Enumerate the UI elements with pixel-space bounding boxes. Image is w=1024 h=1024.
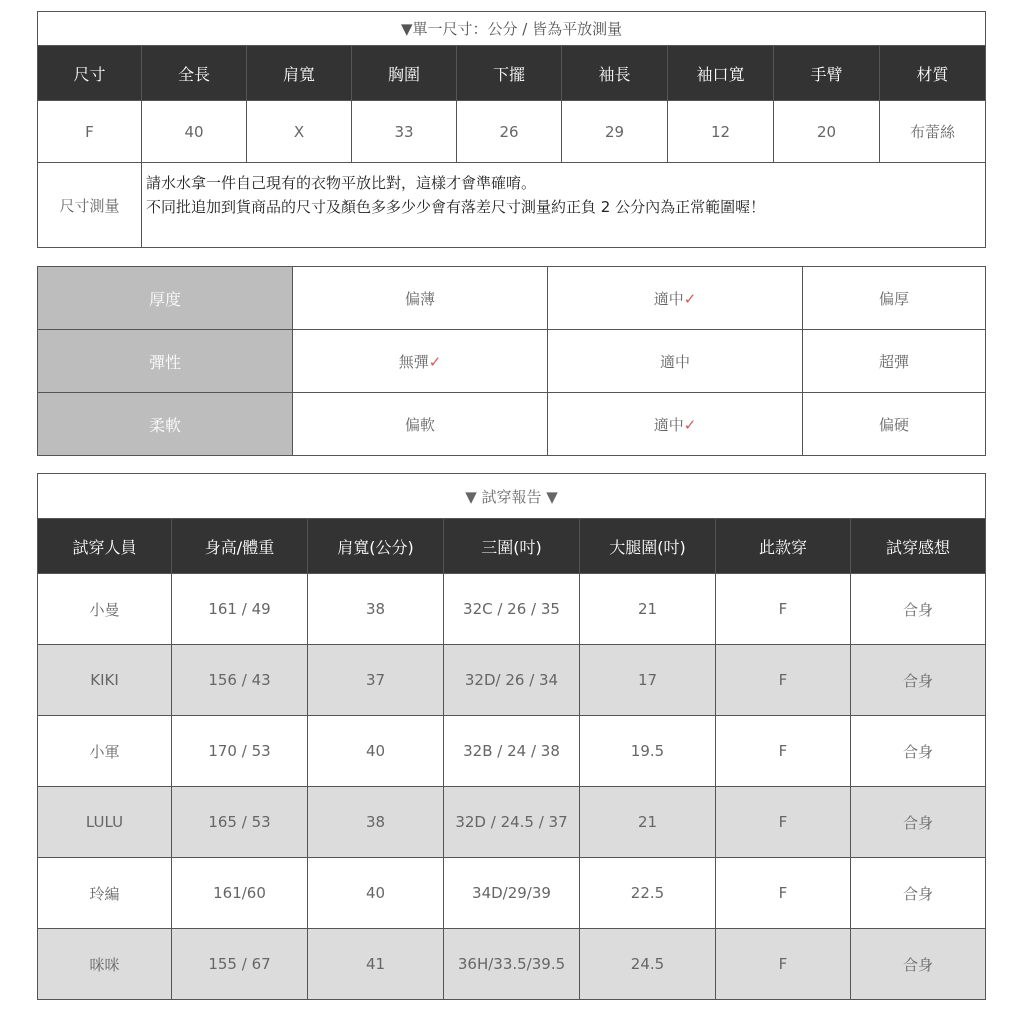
table-cell: 161 / 49 — [172, 574, 308, 645]
table-row — [38, 645, 986, 716]
size-header-cell: 袖長 — [562, 46, 668, 101]
texture-option — [293, 393, 548, 456]
texture-option-text: 適中 — [659, 352, 690, 371]
table-cell: 41 — [308, 929, 444, 1000]
table-cell: LULU — [38, 787, 172, 858]
table-cell: 合身 — [851, 787, 986, 858]
texture-option-text: 偏薄 — [404, 289, 435, 308]
size-value-cell: F — [38, 101, 142, 163]
table-row — [38, 929, 986, 1000]
table-row — [38, 858, 986, 929]
table-cell: 合身 — [851, 716, 986, 787]
texture-option — [803, 330, 986, 393]
table-cell: 40 — [308, 716, 444, 787]
table-cell: 32D/ 26 / 34 — [444, 645, 580, 716]
table-cell: F — [716, 787, 851, 858]
table-cell: 21 — [580, 787, 716, 858]
texture-option — [548, 330, 803, 393]
size-note-line: 請水水拿一件自己現有的衣物平放比對，這樣才會準確唷。 — [146, 174, 537, 192]
table-cell: 22.5 — [580, 858, 716, 929]
texture-option — [293, 267, 548, 330]
table-cell: 36H/33.5/39.5 — [444, 929, 580, 1000]
table-cell: 156 / 43 — [172, 645, 308, 716]
fit-header-cell: 試穿感想 — [851, 519, 986, 574]
fit-header-row — [38, 519, 986, 574]
table-cell: 40 — [308, 858, 444, 929]
table-cell: 合身 — [851, 645, 986, 716]
size-note-row — [38, 163, 986, 248]
table-cell: 165 / 53 — [172, 787, 308, 858]
texture-label: 厚度 — [38, 267, 293, 330]
size-header-cell: 胸圍 — [352, 46, 457, 101]
table-cell: F — [716, 858, 851, 929]
size-value-cell: 29 — [562, 101, 668, 163]
check-icon: ✓ — [683, 289, 697, 308]
texture-option-text: 偏厚 — [878, 289, 909, 308]
size-value-cell: 布蕾絲 — [880, 101, 986, 163]
table-cell: 21 — [580, 574, 716, 645]
table-cell: F — [716, 929, 851, 1000]
table-row — [38, 574, 986, 645]
table-cell: F — [716, 645, 851, 716]
fit-header-cell: 此款穿 — [716, 519, 851, 574]
fit-report-table — [37, 473, 986, 1000]
texture-row-thickness — [38, 267, 986, 330]
texture-option — [548, 267, 803, 330]
table-cell: 32B / 24 / 38 — [444, 716, 580, 787]
fit-header-cell: 大腿圍(吋) — [580, 519, 716, 574]
size-header-cell: 材質 — [880, 46, 986, 101]
table-cell: F — [716, 716, 851, 787]
table-row — [38, 787, 986, 858]
texture-option-text: 超彈 — [878, 352, 909, 371]
texture-option-text: 偏軟 — [404, 415, 435, 434]
table-cell: 161/60 — [172, 858, 308, 929]
size-note-label: 尺寸測量 — [38, 163, 142, 248]
table-cell: 24.5 — [580, 929, 716, 1000]
table-cell: 155 / 67 — [172, 929, 308, 1000]
size-value-cell: 12 — [668, 101, 774, 163]
table-cell: 38 — [308, 787, 444, 858]
table-row — [38, 716, 986, 787]
table-cell: 合身 — [851, 929, 986, 1000]
size-header-cell: 手臂 — [774, 46, 880, 101]
size-value-row — [38, 101, 986, 163]
texture-option — [803, 267, 986, 330]
size-value-cell: 33 — [352, 101, 457, 163]
table-cell: 32D / 24.5 / 37 — [444, 787, 580, 858]
table-cell: 合身 — [851, 858, 986, 929]
size-table-caption: ▼單一尺寸：公分 / 皆為平放測量 — [38, 12, 986, 46]
size-header-cell: 全長 — [142, 46, 247, 101]
size-header-cell: 下擺 — [457, 46, 562, 101]
size-note-line: 不同批追加到貨商品的尺寸及顏色多多少少會有落差尺寸測量約正負 2 公分內為正常範圍喔！ — [146, 198, 766, 216]
table-cell: 34D/29/39 — [444, 858, 580, 929]
table-cell: 170 / 53 — [172, 716, 308, 787]
texture-option — [803, 393, 986, 456]
table-cell: 小曼 — [38, 574, 172, 645]
size-value-cell: 40 — [142, 101, 247, 163]
texture-row-elasticity — [38, 330, 986, 393]
size-header-cell: 袖口寬 — [668, 46, 774, 101]
size-note — [142, 163, 986, 248]
table-cell: 小軍 — [38, 716, 172, 787]
fit-header-cell: 三圍(吋) — [444, 519, 580, 574]
size-header-cell: 尺寸 — [38, 46, 142, 101]
table-cell: 38 — [308, 574, 444, 645]
size-value-cell: 26 — [457, 101, 562, 163]
texture-option-text: 適中 — [653, 289, 684, 308]
texture-option — [293, 330, 548, 393]
table-cell: 19.5 — [580, 716, 716, 787]
table-cell: 合身 — [851, 574, 986, 645]
texture-option — [548, 393, 803, 456]
texture-label: 柔軟 — [38, 393, 293, 456]
texture-option-text: 偏硬 — [878, 415, 909, 434]
table-cell: 玲編 — [38, 858, 172, 929]
texture-option-text: 適中 — [653, 415, 684, 434]
size-value-cell: 20 — [774, 101, 880, 163]
table-cell: 37 — [308, 645, 444, 716]
table-cell: KIKI — [38, 645, 172, 716]
fit-header-cell: 肩寬(公分) — [308, 519, 444, 574]
table-cell: F — [716, 574, 851, 645]
texture-row-softness — [38, 393, 986, 456]
check-icon: ✓ — [683, 415, 697, 434]
table-cell: 32C / 26 / 35 — [444, 574, 580, 645]
size-table — [37, 11, 986, 248]
table-cell: 咪咪 — [38, 929, 172, 1000]
fit-header-cell: 試穿人員 — [38, 519, 172, 574]
texture-table — [37, 266, 986, 456]
size-header-row — [38, 46, 986, 101]
size-value-cell: X — [247, 101, 352, 163]
texture-option-text: 無彈 — [398, 352, 429, 371]
size-header-cell: 肩寬 — [247, 46, 352, 101]
table-cell: 17 — [580, 645, 716, 716]
check-icon: ✓ — [428, 352, 442, 371]
fit-header-cell: 身高/體重 — [172, 519, 308, 574]
texture-label: 彈性 — [38, 330, 293, 393]
fit-report-caption: ▼ 試穿報告 ▼ — [38, 474, 986, 519]
